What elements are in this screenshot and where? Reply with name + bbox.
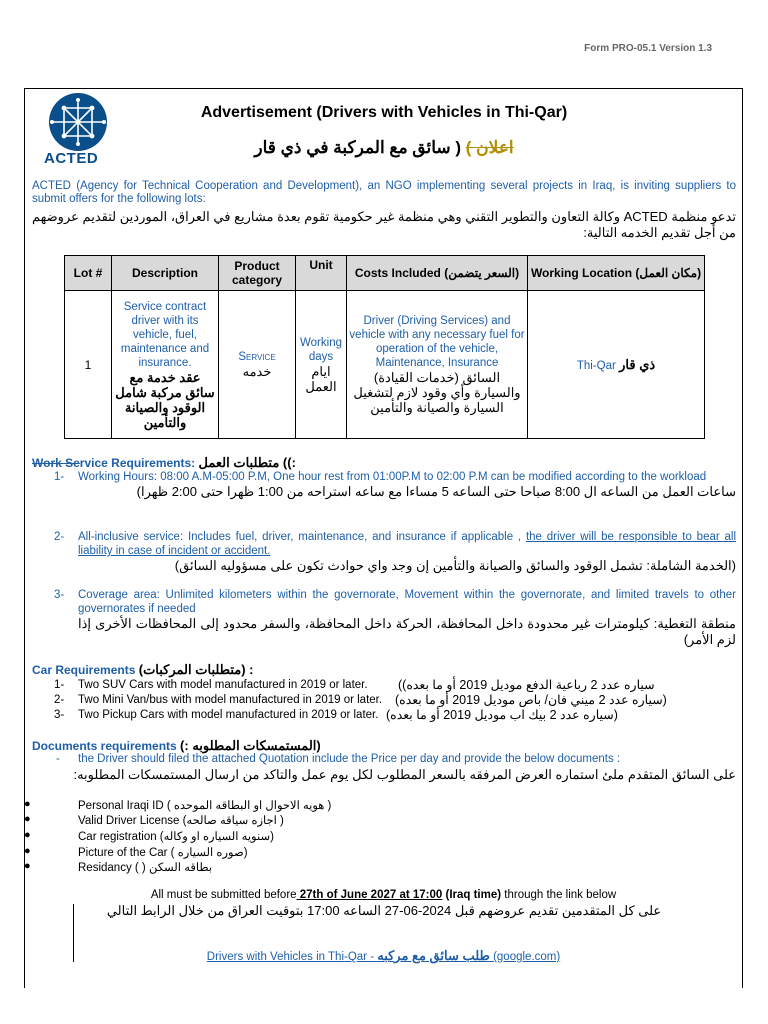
document-item	[24, 813, 284, 827]
link-ar[interactable]: طلب سائق مع مركبه	[377, 948, 490, 963]
work-item-number: 2-	[54, 531, 65, 543]
documents-heading-ar: (: المستمسكات المطلوبه)	[180, 738, 321, 753]
deadline-ar: على كل المتقدمين تقديم عروضهم قبل 2024-06-27 الساعه 17:00 بتوقيت العراق من خلال الرابط التالي	[106, 903, 662, 918]
work-item-3	[32, 588, 736, 648]
header-location: Working Location (مكان العمل)	[528, 256, 705, 291]
cell-costs	[347, 291, 528, 439]
document-item-text: Picture of the Car ( صوره السياره)	[78, 847, 248, 859]
document-item-text: Residancy ( ) بطاقه السكن	[78, 862, 212, 874]
car-requirements-heading	[32, 662, 254, 678]
car-item-number: 3-	[54, 709, 65, 721]
work-item-number: 1-	[54, 471, 65, 483]
costs-en: Driver (Driving Services) and vehicle with any necessary fuel for operation of the vehicle, Maintenance, Insurance	[349, 315, 525, 369]
documents-dash: -	[56, 753, 60, 765]
car-item-ar: سياره عدد 2 رباعية الدفع موديل 2019 أو ما بعده))	[398, 678, 655, 692]
deadline-pre: All must be submitted before	[150, 889, 297, 901]
title-arabic-main: ( سائق مع المركبة في ذي قار	[254, 138, 461, 157]
category-en: Service	[238, 351, 276, 363]
table-row	[65, 291, 705, 439]
documents-heading-en: Documents requirements	[32, 739, 177, 753]
document-item-text: Personal Iraqi ID ( هويه الاحوال او البطاقه الموحده )	[78, 800, 332, 812]
work-item-ar: ساعات العمل من الساعه ال 8:00 صباحا حتى الساعه 5 مساءا مع ساعه استراحه من 1:00 ظهرا حتى 2:00 ظهرا)	[136, 484, 736, 499]
car-heading-en: Car Requirements	[32, 663, 136, 677]
car-item-ar: (سياره عدد 2 ميني فان/ باص موديل 2019 أو ما بعده)	[395, 693, 667, 707]
work-item-ar: منطقة التغطية: كيلومترات غير محدودة داخل المحافظة، الحركة داخل المحافظة، والسفر محدود إلى المحافظات الأخرى إذا لزم الأمر)	[78, 616, 736, 647]
description-en: Service contract driver with its vehicle, fuel, maintenance and insurance.	[120, 300, 210, 369]
work-heading-rest: rvice Requirements:	[79, 456, 199, 470]
description-ar: عقد خدمة مع سائق مركبة شامل الوقود والصيانة والتأمين	[115, 369, 215, 430]
title-english: Advertisement (Drivers with Vehicles in Thi-Qar)	[200, 104, 568, 121]
bullet-icon: ●	[24, 798, 31, 810]
intro-arabic: تدعو منظمة ACTED وكالة التعاون والتطوير التقني وهي منظمة غير حكومية تقوم بعدة مشاريع في العراق، الموردين لتقديم عروضهم من أجل تقديم الخدمه التالية:	[32, 209, 736, 240]
document-item	[24, 845, 248, 859]
work-requirements-heading	[32, 455, 296, 471]
car-item-en: Two Pickup Cars with model manufactured in 2019 or later.	[78, 709, 379, 721]
form-id: Form PRO-05.1 Version 1.3	[584, 43, 712, 54]
document-item-text: Valid Driver License (اجازه سياقه صالحه )	[78, 815, 284, 827]
work-item-en: Working Hours: 08:00 A.M-05:00 P.M, One hour rest from 01:00P.M to 02:00 P.M can be modified according to the workload	[78, 471, 707, 483]
intro-english: ACTED (Agency for Technical Cooperation and Development), an NGO implementing several projects in Iraq, is inviting suppliers to submit offers for the following lots:	[32, 180, 736, 205]
deadline-line	[24, 889, 743, 901]
document-item	[24, 860, 212, 874]
car-item-number: 1-	[54, 679, 65, 691]
document-item-text: Car registration (سنويه السياره او وكاله)	[78, 831, 274, 843]
table-header-row	[65, 256, 705, 291]
work-item-en: Coverage area: Unlimited kilometers within the governorate, Movement within the governorate, and limited travels to other governorates if needed	[78, 589, 736, 615]
documents-intro-en: the Driver should filed the attached Quotation include the Price per day and provide the below documents :	[78, 753, 621, 765]
lots-table	[64, 255, 705, 439]
work-item-ar: (الخدمة الشاملة: تشمل الوقود والسائق والصيانة والتأمين إن وجد واي حوادث تكون على مسؤوليه السائق)	[174, 558, 736, 573]
work-item-number: 3-	[54, 589, 65, 601]
car-item-en: Two SUV Cars with model manufactured in 2019 or later.	[78, 679, 368, 691]
acted-wordmark: ACTED	[44, 150, 99, 167]
car-heading-ar: (متطلبات المركبات) :	[138, 662, 254, 677]
deadline-post: through the link below	[501, 889, 617, 901]
cell-location	[528, 291, 705, 439]
car-item-number: 2-	[54, 694, 65, 706]
category-ar: خدمه	[242, 364, 272, 379]
bullet-icon: ●	[24, 860, 31, 872]
work-heading-ar: متطلبات العمل ((:	[198, 455, 296, 470]
submission-link[interactable]	[24, 948, 743, 964]
bullet-icon: ●	[24, 845, 31, 857]
unit-en: Working days	[300, 336, 342, 363]
unit-ar: ايام العمل	[305, 363, 337, 394]
bullet-icon: ●	[24, 829, 31, 841]
cell-lot: 1	[65, 291, 112, 439]
header-costs: Costs Included (السعر يتضمن)	[347, 256, 528, 291]
work-item-en: All-inclusive service: Includes fuel, driver, maintenance, and insurance if applicable ,	[78, 531, 522, 543]
car-item-en: Two Mini Van/bus with model manufactured in 2019 or later.	[78, 694, 383, 706]
documents-intro-ar: على السائق المتقدم ملئ استماره العرض المرفقه بالسعر المطلوب لكل يوم عمل والتاكد من ارسال المستمسكات المطلوبه:	[73, 767, 736, 782]
title-arabic-struck: اعلان )	[465, 138, 514, 157]
bullet-icon: ●	[24, 813, 31, 825]
document-item	[24, 798, 332, 812]
deadline-date: 27th of June 2027 at 17:00	[296, 889, 443, 901]
header-unit: Unit	[296, 256, 347, 291]
deadline-tz: (Iraq time)	[442, 889, 502, 901]
title-arabic	[150, 138, 618, 158]
work-heading-struck: Work Se	[32, 456, 80, 470]
work-item-en-underlined: the driver will be responsible to bear all liability in case of incident or accident.	[78, 531, 737, 557]
cell-category	[219, 291, 296, 439]
header-category: Product category	[219, 256, 296, 291]
header-lot: Lot #	[65, 256, 112, 291]
document-item	[24, 829, 274, 843]
link-suffix[interactable]: (google.com)	[489, 951, 561, 963]
cell-description	[112, 291, 219, 439]
work-item-1	[32, 470, 736, 518]
location-en: Thi-Qar	[576, 359, 616, 372]
work-item-2	[32, 530, 736, 578]
link-en[interactable]: Drivers with Vehicles in Thi-Qar -	[206, 951, 378, 963]
cell-unit	[296, 291, 347, 439]
car-item-ar: (سياره عدد 2 بيك اب موديل 2019 أو ما بعده)	[386, 708, 618, 722]
costs-ar: السائق (خدمات القيادة) والسيارة وأي وقود لازم لتشغيل السيارة والصيانة والتأمين	[353, 370, 521, 415]
documents-intro-ar-wrap	[54, 767, 736, 783]
location-ar: ذي قار	[619, 356, 656, 372]
header-description: Description	[112, 256, 219, 291]
